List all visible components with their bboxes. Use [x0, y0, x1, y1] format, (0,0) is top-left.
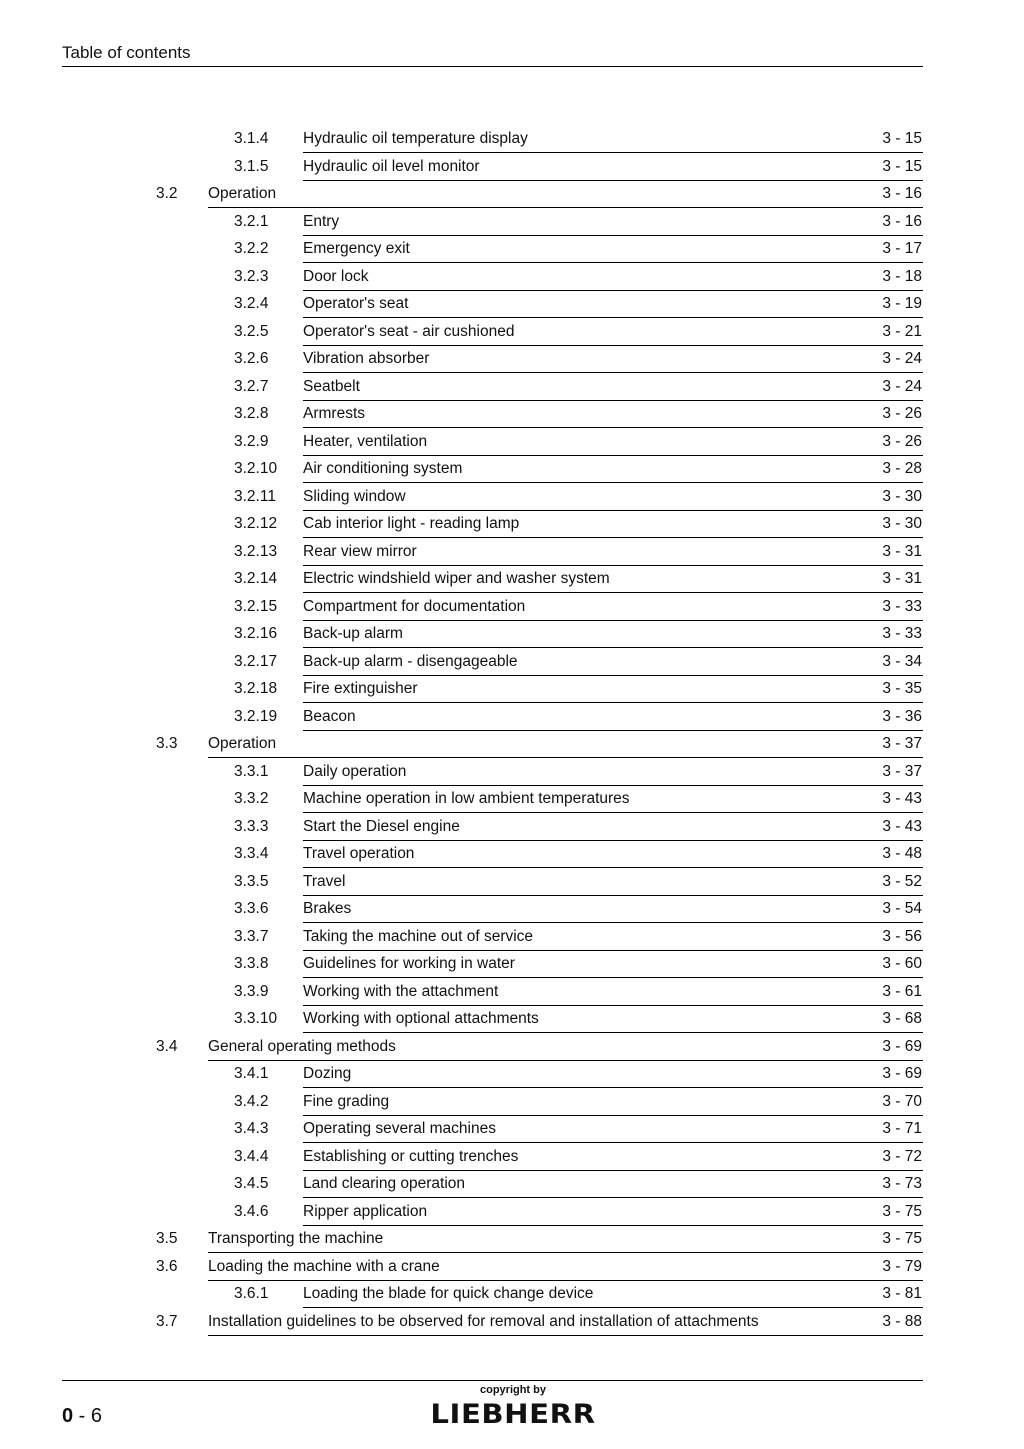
toc-entry-number: 3.2.9 — [234, 432, 269, 450]
toc-entry-title: Armrests — [303, 405, 365, 422]
toc-section-entry[interactable] — [156, 181, 923, 209]
toc-entry-page: 3 - 33 — [882, 597, 922, 615]
toc-entry-title: Operator's seat - air cushioned — [303, 322, 515, 340]
toc-subsection-entry[interactable] — [234, 291, 923, 319]
toc-entry-number: 3.2.5 — [234, 322, 269, 340]
toc-entry-line — [303, 130, 923, 153]
page-number — [62, 1405, 102, 1428]
toc-subsection-entry[interactable] — [234, 1171, 923, 1199]
toc-entry-number: 3.2 — [156, 185, 178, 202]
toc-entry-line — [303, 1285, 923, 1308]
toc-entry-line — [208, 185, 923, 208]
toc-subsection-entry[interactable] — [234, 236, 923, 264]
toc-subsection-entry[interactable] — [234, 539, 923, 567]
toc-entry-line — [303, 433, 923, 456]
toc-entry-title: Seatbelt — [303, 377, 360, 395]
toc-entry-number: 3.3.4 — [234, 845, 269, 862]
toc-entry-page: 3 - 26 — [882, 432, 922, 450]
toc-entry-title: Land clearing operation — [303, 1175, 466, 1192]
toc-entry-line — [303, 515, 923, 538]
toc-entry-page: 3 - 75 — [882, 1202, 922, 1220]
toc-entry-line — [303, 350, 923, 373]
toc-entry-title: Entry — [303, 212, 340, 230]
toc-entry-line — [303, 955, 923, 978]
toc-entry-title: Vibration absorber — [303, 350, 430, 367]
toc-subsection-entry[interactable] — [234, 869, 923, 897]
toc-subsection-entry[interactable] — [234, 154, 923, 182]
toc-entry-page: 3 - 69 — [882, 1065, 922, 1082]
toc-entry-page: 3 - 70 — [882, 1092, 922, 1110]
toc-subsection-entry[interactable] — [234, 1061, 923, 1089]
toc-entry-line — [303, 845, 923, 868]
chapter-number: 0 — [62, 1405, 74, 1427]
toc-entry-line — [303, 1203, 923, 1226]
toc-entry-page: 3 - 28 — [882, 460, 922, 477]
toc-entry-line — [303, 900, 923, 923]
toc-entry-number: 3.2.16 — [234, 625, 278, 642]
toc-entry-number: 3.5 — [156, 1230, 178, 1247]
toc-entry-number: 3.2.1 — [234, 212, 269, 230]
toc-entry-number: 3.4.6 — [234, 1202, 269, 1220]
toc-entry-number: 3.2.2 — [234, 240, 269, 257]
toc-entry-number: 3.2.19 — [234, 707, 278, 725]
toc-entry-title: Loading the blade for quick change device — [303, 1285, 594, 1302]
toc-subsection-entry[interactable] — [234, 924, 923, 952]
toc-entry-number: 3.3.1 — [234, 762, 269, 780]
toc-entry-title: Emergency exit — [303, 240, 410, 257]
toc-subsection-entry[interactable] — [234, 841, 923, 869]
toc-entry-line — [303, 1148, 923, 1171]
toc-entry-page: 3 - 15 — [882, 157, 922, 175]
toc-entry-number: 3.2.4 — [234, 295, 269, 312]
toc-entry-title: Air conditioning system — [303, 460, 463, 477]
toc-entry-page: 3 - 33 — [882, 625, 922, 642]
toc-entry-page: 3 - 72 — [882, 1147, 922, 1165]
toc-subsection-entry[interactable] — [234, 319, 923, 347]
toc-entry-line — [303, 1065, 923, 1088]
toc-entry-line — [303, 268, 923, 291]
toc-entry-title: Installation guidelines to be observed for removal and installation of attachments — [208, 1312, 759, 1330]
toc-entry-page: 3 - 56 — [882, 927, 922, 945]
toc-entry-title: Cab interior light - reading lamp — [303, 515, 520, 532]
toc-entry-page: 3 - 52 — [882, 872, 922, 890]
toc-entry-line — [303, 488, 923, 511]
toc-entry-title: Operation — [208, 185, 277, 202]
copyright-label: copyright by — [479, 1384, 546, 1396]
toc-subsection-entry[interactable] — [234, 346, 923, 374]
toc-subsection-entry[interactable] — [234, 1281, 923, 1309]
toc-entry-page: 3 - 37 — [882, 762, 922, 780]
toc-entry-number: 3.3.9 — [234, 982, 269, 1000]
toc-entry-line — [303, 378, 923, 401]
toc-entry-number: 3.4.3 — [234, 1120, 269, 1137]
toc-entry-page: 3 - 31 — [882, 542, 922, 560]
toc-subsection-entry[interactable] — [234, 126, 923, 154]
toc-entry-line — [303, 790, 923, 813]
toc-subsection-entry[interactable] — [234, 511, 923, 539]
toc-entry-title: Operator's seat — [303, 295, 409, 312]
footer-divider — [62, 1380, 923, 1381]
toc-entry-page: 3 - 43 — [882, 817, 922, 835]
toc-entry-title: Heater, ventilation — [303, 432, 428, 450]
toc-entry-page: 3 - 35 — [882, 680, 922, 697]
toc-subsection-entry[interactable] — [234, 621, 923, 649]
toc-subsection-entry[interactable] — [234, 264, 923, 292]
toc-entry-line — [303, 1010, 923, 1033]
toc-entry-page: 3 - 81 — [882, 1285, 922, 1302]
toc-entry-title: Compartment for documentation — [303, 597, 526, 615]
toc-entry-page: 3 - 75 — [882, 1230, 922, 1247]
toc-entry-title: Back-up alarm - disengageable — [303, 652, 518, 670]
toc-entry-page: 3 - 71 — [882, 1120, 922, 1137]
toc-entry-line — [303, 405, 923, 428]
toc-entry-title: Fine grading — [303, 1092, 390, 1110]
toc-entry-line — [303, 460, 923, 483]
toc-subsection-entry[interactable] — [234, 484, 923, 512]
toc-entry-page: 3 - 60 — [882, 955, 922, 972]
toc-entry-page: 3 - 34 — [882, 652, 922, 670]
toc-entry-page: 3 - 18 — [882, 267, 922, 285]
toc-entry-number: 3.2.14 — [234, 570, 278, 587]
toc-subsection-entry[interactable] — [234, 1199, 923, 1227]
toc-entry-line — [303, 1093, 923, 1116]
toc-entry-number: 3.2.17 — [234, 652, 278, 670]
toc-entry-number: 3.4 — [156, 1037, 178, 1055]
toc-subsection-entry[interactable] — [234, 704, 923, 732]
toc-subsection-entry[interactable] — [234, 209, 923, 237]
toc-entry-number: 3.2.10 — [234, 460, 278, 477]
toc-entry-title: Working with optional attachments — [303, 1010, 539, 1027]
toc-subsection-entry[interactable] — [234, 594, 923, 622]
toc-entry-title: Establishing or cutting trenches — [303, 1147, 519, 1165]
page-number-separator: - — [73, 1405, 91, 1427]
toc-entry-title: Door lock — [303, 267, 369, 285]
toc-entry-line — [303, 680, 923, 703]
toc-entry-page: 3 - 43 — [882, 790, 922, 807]
toc-entry-line — [303, 1175, 923, 1198]
toc-entry-line — [208, 1230, 923, 1253]
toc-subsection-entry[interactable] — [234, 786, 923, 814]
toc-subsection-entry[interactable] — [234, 1089, 923, 1117]
toc-entry-title: Hydraulic oil level monitor — [303, 157, 480, 175]
toc-subsection-entry[interactable] — [234, 814, 923, 842]
toc-entry-title: Brakes — [303, 900, 352, 917]
toc-entry-line — [303, 295, 923, 318]
toc-section-entry[interactable] — [156, 1034, 923, 1062]
toc-entry-page: 3 - 16 — [882, 212, 922, 230]
toc-entry-line — [303, 598, 923, 621]
toc-entry-line — [303, 323, 923, 346]
toc-entry-line — [303, 625, 923, 648]
toc-entry-number: 3.6 — [156, 1257, 178, 1275]
toc-entry-number: 3.2.7 — [234, 377, 269, 395]
toc-entry-title: Dozing — [303, 1065, 352, 1082]
toc-entry-title: Rear view mirror — [303, 542, 417, 560]
toc-entry-line — [303, 240, 923, 263]
header-title: Table of contents — [62, 43, 191, 62]
toc-entry-number: 3.2.8 — [234, 405, 269, 422]
toc-entry-title: Operating several machines — [303, 1120, 496, 1137]
toc-entry-page: 3 - 37 — [882, 735, 922, 752]
toc-entry-line — [208, 1258, 923, 1281]
toc-entry-title: Transporting the machine — [208, 1230, 384, 1247]
toc-entry-page: 3 - 30 — [882, 487, 922, 505]
toc-entry-line — [303, 543, 923, 566]
toc-entry-number: 3.3.5 — [234, 872, 269, 890]
toc-subsection-entry[interactable] — [234, 1006, 923, 1034]
toc-entry-page: 3 - 15 — [882, 130, 922, 147]
toc-entry-page: 3 - 16 — [882, 185, 922, 202]
toc-subsection-entry[interactable] — [234, 979, 923, 1007]
toc-entry-number: 3.1.5 — [234, 157, 269, 175]
toc-subsection-entry[interactable] — [234, 951, 923, 979]
toc-entry-title: Electric windshield wiper and washer system — [303, 570, 610, 587]
toc-subsection-entry[interactable] — [234, 429, 923, 457]
toc-entry-page: 3 - 19 — [882, 295, 922, 312]
toc-entry-title: Loading the machine with a crane — [208, 1257, 440, 1275]
toc-entry-number: 3.2.18 — [234, 680, 278, 697]
toc-entry-number: 3.2.15 — [234, 597, 278, 615]
toc-entry-title: Beacon — [303, 707, 356, 725]
page-header — [62, 43, 923, 67]
toc-entry-page: 3 - 30 — [882, 515, 922, 532]
toc-entry-number: 3.3.6 — [234, 900, 269, 917]
toc-entry-line — [303, 708, 923, 731]
toc-entry-number: 3.2.12 — [234, 515, 278, 532]
toc-entry-number: 3.3.8 — [234, 955, 269, 972]
toc-entry-page: 3 - 54 — [882, 900, 922, 917]
toc-entry-title: Sliding window — [303, 487, 406, 505]
toc-entry-page: 3 - 24 — [882, 350, 922, 367]
toc-entry-title: Hydraulic oil temperature display — [303, 130, 528, 147]
toc-entry-title: Machine operation in low ambient temperatures — [303, 790, 630, 807]
toc-subsection-entry[interactable] — [234, 1116, 923, 1144]
toc-section-entry[interactable] — [156, 1254, 923, 1282]
toc-entry-title: Back-up alarm — [303, 625, 403, 642]
toc-entry-number: 3.4.5 — [234, 1175, 269, 1192]
toc-entry-line — [303, 213, 923, 236]
toc-entry-line — [303, 653, 923, 676]
toc-entry-page: 3 - 26 — [882, 405, 922, 422]
toc-subsection-entry[interactable] — [234, 649, 923, 677]
toc-entry-page: 3 - 31 — [882, 570, 922, 587]
toc-entry-number: 3.2.3 — [234, 267, 269, 285]
toc-entry-number: 3.3.3 — [234, 817, 269, 835]
toc-entry-number: 3.4.2 — [234, 1092, 269, 1110]
toc-entry-line — [303, 983, 923, 1006]
toc-entry-page: 3 - 21 — [882, 322, 922, 340]
toc-entry-line — [303, 158, 923, 181]
toc-subsection-entry[interactable] — [234, 676, 923, 704]
toc-entry-title: Guidelines for working in water — [303, 955, 515, 972]
toc-entry-page: 3 - 17 — [882, 240, 922, 257]
toc-entry-line — [208, 1038, 923, 1061]
toc-entry-number: 3.3.7 — [234, 927, 269, 945]
toc-section-entry[interactable] — [156, 1309, 923, 1337]
toc-entry-page: 3 - 79 — [882, 1257, 922, 1275]
toc-section-entry[interactable] — [156, 731, 923, 759]
toc-entry-page: 3 - 68 — [882, 1010, 922, 1027]
toc-entry-title: Fire extinguisher — [303, 680, 418, 697]
toc-entry-title: Travel operation — [303, 845, 415, 862]
toc-subsection-entry[interactable] — [234, 759, 923, 787]
toc-entry-page: 3 - 48 — [882, 845, 922, 862]
toc-entry-line — [303, 763, 923, 786]
toc-entry-number: 3.4.1 — [234, 1065, 269, 1082]
toc-entry-page: 3 - 36 — [882, 707, 922, 725]
toc-entry-page: 3 - 69 — [882, 1037, 922, 1055]
toc-subsection-entry[interactable] — [234, 1144, 923, 1172]
toc-entry-title: Operation — [208, 735, 277, 752]
toc-entry-number: 3.3 — [156, 735, 178, 752]
page-number-value: 6 — [90, 1405, 103, 1427]
toc-subsection-entry[interactable] — [234, 456, 923, 484]
toc-entry-title: Taking the machine out of service — [303, 927, 534, 945]
toc-entry-number: 3.6.1 — [234, 1285, 269, 1302]
toc-subsection-entry[interactable] — [234, 374, 923, 402]
toc-entry-line — [303, 1120, 923, 1143]
toc-entry-line — [303, 818, 923, 841]
toc-entry-title: Daily operation — [303, 762, 407, 780]
toc-entry-number: 3.2.11 — [234, 487, 276, 505]
toc-entry-line — [208, 1313, 923, 1336]
toc-entry-page: 3 - 24 — [882, 377, 922, 395]
toc-entry-title: Ripper application — [303, 1202, 428, 1220]
liebherr-logo: LIEBHERR — [430, 1399, 596, 1430]
toc-entry-line — [208, 735, 923, 758]
toc-entry-page: 3 - 73 — [882, 1175, 922, 1192]
toc-entry-line — [303, 570, 923, 593]
toc-entry-page: 3 - 88 — [882, 1312, 922, 1330]
toc-entry-number: 3.3.10 — [234, 1010, 278, 1027]
toc-entry-line — [303, 928, 923, 951]
toc-entry-number: 3.2.13 — [234, 542, 278, 560]
toc-entry-title: Travel — [303, 872, 346, 890]
toc-entry-number: 3.1.4 — [234, 130, 269, 147]
toc-entry-page: 3 - 61 — [882, 982, 922, 1000]
toc-entry-number: 3.2.6 — [234, 350, 269, 367]
toc-section-entry[interactable] — [156, 1226, 923, 1254]
toc-entry-number: 3.4.4 — [234, 1147, 269, 1165]
toc-subsection-entry[interactable] — [234, 566, 923, 594]
toc-entry-line — [303, 873, 923, 896]
toc-entry-title: Working with the attachment — [303, 982, 499, 1000]
toc-entry-title: Start the Diesel engine — [303, 817, 460, 835]
toc-entry-number: 3.3.2 — [234, 790, 269, 807]
toc-subsection-entry[interactable] — [234, 401, 923, 429]
toc-subsection-entry[interactable] — [234, 896, 923, 924]
toc-entry-number: 3.7 — [156, 1312, 178, 1330]
toc-entry-title: General operating methods — [208, 1037, 396, 1055]
